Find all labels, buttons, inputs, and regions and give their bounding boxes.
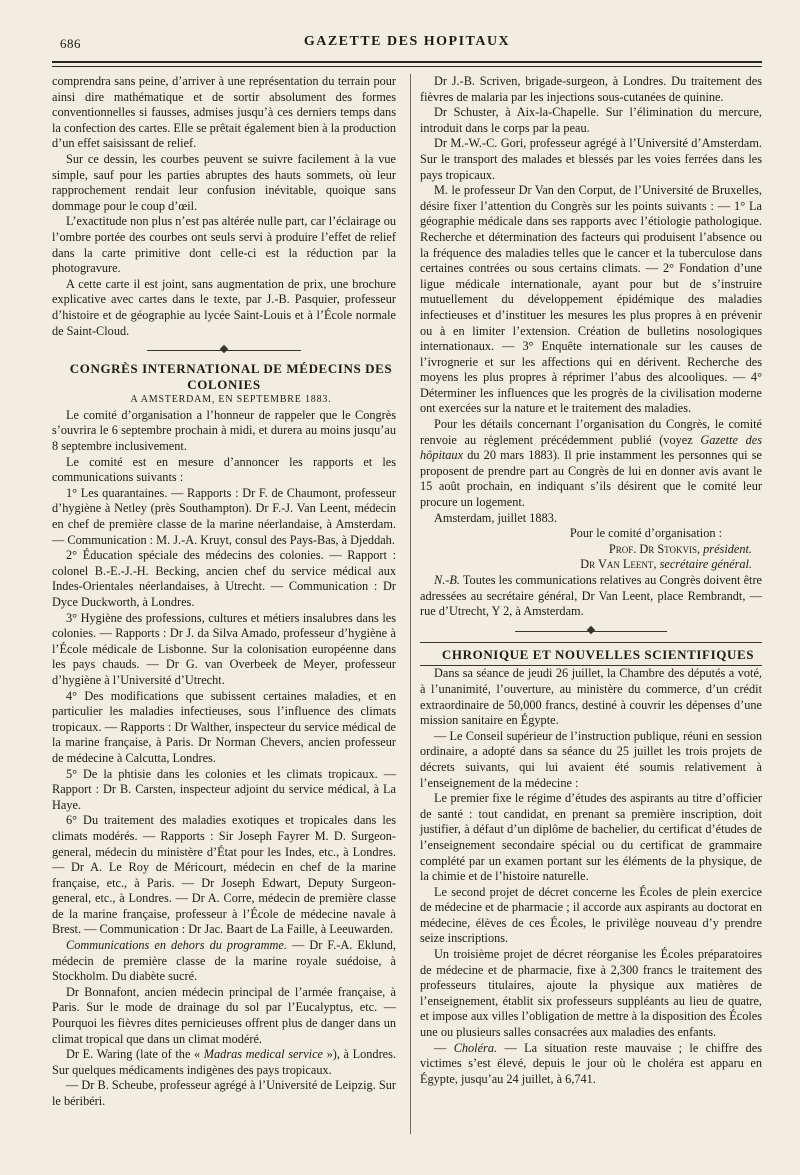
text: Dr E. Waring (late of the « [66, 1047, 201, 1062]
text: »), à Londres. Sur quelques médicaments indigènes des pays tropicaux. [52, 1047, 396, 1077]
congress-heading: CONGRÈS INTERNATIONAL DE MÉDECINS DES COLONIES [69, 361, 393, 392]
signature-role: secrétaire général. [656, 557, 752, 572]
paragraph: M. le professeur Dr Van den Corput, de l’Université de Bruxelles, désire fixer l’attention du Congrès sur les points suivants : — 1° La géographie médicale dans ses rapports avec l’étiologie pathologique. Recherche et détermination des facteurs qui produisent l’absence ou la fréquence des maladies telles que le cancer et la tuberculose dans certaines contrées ou sous certains climats. — 2° Fondation d’une ligue médicale internationale, ayant pour but de s’instruire mutuellement du développement épidémique des maladies infectieuses et d’instituer les mesures les plus propres à en prévenir ou à en limiter l’extension. Création de bulletins nosologiques internationaux. — 3° Enquête internationale sur les causes de l’ivrognerie et sur les affections qui en dérivent. Recherche des moyens les plus propres à réprimer l’abus des alcooliques. — 4° Déterminer les influences que les progrès de la civilisation moderne ont exercées sur la nature et le traitement des maladies. [420, 183, 762, 416]
paragraph: 2° Éducation spéciale des médecins des colonies. — Rapport : colonel B.-E.-J.-H. Becking, ancien chef du service médical aux Indes-Orientales néerlandaises, à Utrecht. — Communication : Dr Dyce Duckworth, à Londres. [52, 548, 396, 609]
text: — Dr F.-A. Eklund, médecin de première classe de la marine royale suédoise, à Stockholm. Du diabète sucré. [52, 938, 396, 984]
paragraph: — Dr B. Scheube, professeur agrégé à l’Université de Leipzig. Sur le béribéri. [52, 1078, 396, 1108]
text: du 20 mars 1883). Il prie instamment les personnes qui se proposent de prendre part au Congrès de lui en donner avis avant le 15 août prochain, en indiquant s’ils désirent que le comité leur procure un logement. [420, 448, 762, 510]
paragraph: 4° Des modifications que subissent certaines maladies, et en particulier les maladies infectieuses, sous l’influence des climats tropicaux. — Rapports : Dr Walther, inspecteur du service médical de la marine française, à Paris. Dr Norman Chevers, ancien professeur de médecine à Calcutta, Londres. [52, 688, 396, 765]
page-number: 686 [60, 36, 81, 51]
congress-subheading [52, 392, 396, 408]
italic-text: Communications en dehors du programme. [66, 938, 287, 953]
paragraph: Le comité est en mesure d’annoncer les rapports et les communications suivants : [52, 454, 396, 485]
text: — [434, 1040, 454, 1055]
paragraph: L’exactitude non plus n’est pas altérée nulle part, car l’éclairage ou l’ombre portée des courbes ont seuls servi à produire l’effet de relief dans la carte primitive dont celle-ci est la réduction par la photogravure. [52, 214, 396, 276]
paragraph: — Le Conseil supérieur de l’instruction publique, réuni en session ordinaire, a adopté dans sa séance du 25 juillet les trois projets de décrets suivants, qui lui avaient été soumis relativement à l’enseignement de la médecine : [420, 728, 762, 790]
paragraph [52, 1047, 396, 1078]
committee-line: Pour le comité d’organisation : [569, 526, 722, 541]
paragraph: Dr J.-B. Scriven, brigade-surgeon, à Londres. Du traitement des fièvres de malaria par les injections sous-cutanées de quinine. [420, 74, 762, 104]
header-rule [52, 61, 762, 67]
paragraph: Dans sa séance de jeudi 26 juillet, la Chambre des députés a voté, à l’unanimité, l’ouverture, au ministère du commerce, d’un crédit extraordinaire de 50,000 francs, destiné à couvrir les dépenses d’une mission sanitaire en Égypte. [420, 666, 762, 728]
paragraph: 6° Du traitement des maladies exotiques et tropicales dans les climats modérés. — Rapports : Sir Joseph Fayrer M. D. Surgeon-general, médecin du ministère d’État pour les Indes, etc., à Londres. — Dr A. Le Roy de Méricourt, médecin en chef de la marine française, etc., à Paris. — Dr Joseph Edwart, Deputy Surgeon-general, etc., à Londres. — Dr A. Corre, médecin de première classe de la marine française, professeur à l’École de médecine navale à Brest. — Communication : Dr Jac. Baart de La Faille, à Leeuwarden. [52, 813, 396, 937]
paragraph: 5° De la phtisie dans les colonies et les climats tropicaux. — Rapport : Dr B. Carsten, inspecteur adjoint du service médical, à La Haye. [52, 766, 396, 812]
italic-text: N.-B. [434, 573, 460, 587]
page-header [52, 28, 762, 58]
ornament-divider [52, 345, 396, 355]
paragraph: Le second projet de décret concerne les Écoles de plein exercice de médecine et de pharmacie ; il accorde aux aspirants au doctorat en médecine, élèves de ces Écoles, le privilège nouveau d’y prendre seize inscriptions. [420, 884, 762, 946]
congress-place: A AMSTERDAM, EN SEPTEMBRE [130, 394, 302, 406]
paragraph: Dr Schuster, à Aix-la-Chapelle. Sur l’élimination du mercure, introduit dans le corps par la peau. [420, 105, 762, 135]
paragraph: comprendra sans peine, d’arriver à une représentation du terrain pour ainsi dire mathématique et de sortir absolument des formes conventionnelles si fausses, admises jusqu’à ces derniers temps dans la confection des cartes. Elle se prêtait également bien à la production d’un effet saisissant de relief. [52, 74, 396, 151]
paragraph: Dr M.-W.-C. Gori, professeur agrégé à l’Université d’Amsterdam. Sur le transport des malades et blessés par les voies ferrées dans les pays tropicaux. [420, 136, 762, 182]
paragraph: Le comité d’organisation a l’honneur de rappeler que le Congrès s’ouvrira le 6 septembre prochain à midi, et durera au moins jusqu’au 8 septembre inclusivement. [52, 407, 396, 454]
signature-secretary [420, 557, 762, 573]
italic-text: Madras medical service [200, 1047, 327, 1062]
text: Pour les détails concernant l’organisation du Congrès, le comité renvoie au règlement précédemment publié (voyez [420, 417, 762, 447]
paragraph: Le premier fixe le régime d’études des aspirants au titre d’officier de santé : tout candidat, en prenant sa première inscription, doit justifier, à défaut d’un diplôme de bachelier, du certificat d’études de l’enseignement secondaire spécial ou du certificat de grammaire complété par un examen portant sur les éléments de la physique, de la chimie et de l’histoire naturelle. [420, 791, 762, 884]
signature-president [420, 542, 762, 558]
place-date: Amsterdam, juillet 1883. [434, 510, 557, 525]
paragraph [420, 573, 762, 620]
paragraph: Un troisième projet de décret réorganise les Écoles préparatoires de médecine et de pharmacie, fixe à 2,300 francs le traitement des professeurs titulaires, ajoute la physique aux matières de l’enseignement, établit six professeurs suppléants au lieu de quatre, et impose aux villes l’obligation de mettre à la disposition des Écoles une ou plusieurs salles consacrées aux maladies des enfants. [420, 947, 762, 1040]
journal-title: GAZETTE DES HOPITAUX [303, 34, 511, 49]
chronicle-heading: CHRONIQUE ET NOUVELLES SCIENTIFIQUES [420, 642, 762, 667]
column-separator [410, 74, 411, 1134]
paragraph [420, 417, 762, 511]
congress-year: 1883. [304, 394, 332, 406]
text: — La situation reste mauvaise ; le chiffre des victimes s’est élevé, depuis le jour où le choléra est apparu en Égypte, jusqu’au 24 juillet, à 6,741. [420, 1040, 762, 1086]
paragraph: Sur ce dessin, les courbes peuvent se suivre facilement à la vue simple, sauf pour les parties abruptes des hauts sommets, où leur rapprochement rendait leur confusion inévitable, quoique sans dommage pour le coup d’œil. [52, 151, 396, 213]
italic-text: Choléra. [453, 1040, 498, 1055]
paragraph: 3° Hygiène des professions, cultures et métiers insalubres dans les colonies. — Rapports : Dr J. da Silva Amado, professeur d’hygiène à l’École médicale de Lisbonne. Sur la colonisation européenne dans les pays chauds. — Dr G. van Overbeek de Meyer, professeur d’hygiène à l’Université d’Utrecht. [52, 610, 396, 687]
signature-name: Prof. Dr Stokvis, [608, 541, 701, 556]
italic-text: Gazette des hôpitaux [420, 432, 762, 463]
paragraph: 1° Les quarantaines. — Rapports : Dr F. de Chaumont, professeur d’hygiène à Netley (près Southampton). Dr F.-J. Van Leent, médecin en chef de première classe de la marine néerlandaise, à Amsterdam. — Communication : M. J.-A. Kruyt, consul des Pays-Bas, à Djeddah. [52, 485, 396, 547]
text: Toutes les communications relatives au Congrès doivent être adressées au secrétaire général, Dr Van Leent, place Rembrandt, — rue d’Utrecht, Y 2, à Amsterdam. [420, 573, 762, 619]
paragraph [420, 1041, 762, 1088]
ornament-divider [420, 626, 762, 636]
paragraph: Dr Bonnafont, ancien médecin principal de l’armée française, à Paris. Sur le mode de drainage du sol par l’Eucalyptus, etc. — Pourquoi les fièvres dites pernicieuses offrent plus de danger dans un climat tropical que dans un climat modéré. [52, 984, 396, 1046]
signature-role: président. [700, 541, 752, 556]
right-column [420, 74, 762, 1087]
paragraph [52, 938, 396, 985]
signature-name: Dr Van Leent, [580, 557, 657, 572]
left-column [52, 74, 396, 1110]
paragraph: A cette carte il est joint, sans augmentation de prix, une brochure explicative avec cartes dans le texte, par J.-B. Pasquier, professeur d’histoire et de géographie au lycée Saint-Louis et à l’École normale de Saint-Cloud. [52, 276, 396, 338]
